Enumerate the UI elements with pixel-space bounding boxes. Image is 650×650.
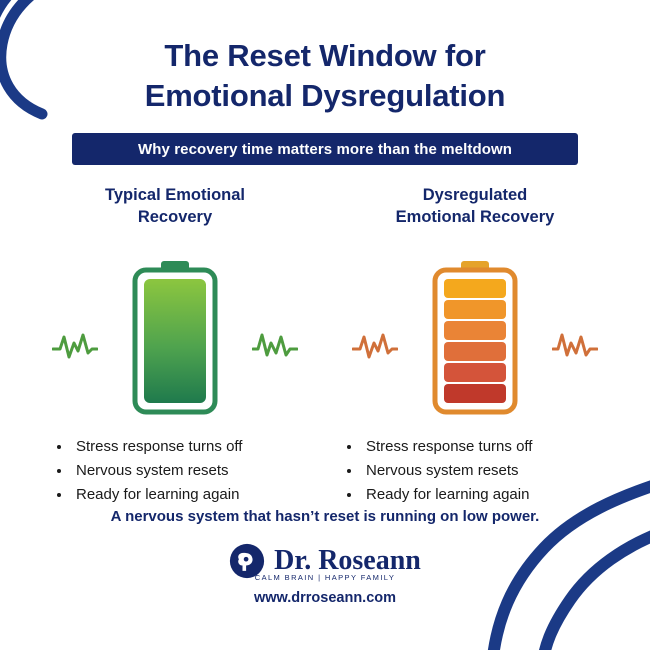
column-heading-left (30, 185, 320, 229)
website-url[interactable]: www.drroseann.com (253, 590, 397, 606)
battery-graphic-right (330, 251, 620, 421)
heartbeat-wave-left-icon (52, 329, 98, 363)
bullet-list-right (330, 435, 620, 508)
list-item: • Nervous system resets (362, 459, 620, 483)
column-typical-recovery (30, 185, 320, 507)
list-item: • Stress response turns off (362, 435, 620, 459)
page-title-line1: The Reset Window for (164, 38, 486, 73)
page-title-line2: Emotional Dysregulation (144, 77, 506, 113)
column-heading-left-line1: Typical Emotional (105, 186, 245, 204)
page-title (0, 36, 650, 115)
logo-tagline: CALM BRAIN | HAPPY FAMILY (254, 573, 396, 582)
column-heading-right-line2: Emotional Recovery (395, 207, 555, 226)
column-heading-right-line1: Dysregulated (422, 186, 528, 204)
segmented-orange-red-battery-icon (427, 259, 523, 415)
subtitle-text: Why recovery time matters more than the meltdown (137, 140, 513, 158)
list-item: • Nervous system resets (72, 459, 320, 483)
full-green-battery-icon (127, 259, 223, 415)
logo-wordmark: Dr. Roseann (274, 545, 421, 576)
subtitle-banner (72, 133, 578, 165)
column-dysregulated-recovery (330, 185, 620, 507)
bullet-list-left (30, 435, 320, 508)
tagline-text: A nervous system that hasn’t reset is running on low power. (110, 508, 540, 525)
heartbeat-wave-right-icon (252, 329, 298, 363)
list-item: • Ready for learning again (72, 483, 320, 507)
column-heading-left-line2: Recovery (137, 207, 213, 226)
heartbeat-wave-left-icon (352, 329, 398, 363)
list-item: • Stress response turns off (72, 435, 320, 459)
list-item: • Ready for learning again (362, 483, 620, 507)
column-heading-right (330, 185, 620, 229)
battery-graphic-left (30, 251, 320, 421)
heartbeat-wave-right-icon (552, 329, 598, 363)
